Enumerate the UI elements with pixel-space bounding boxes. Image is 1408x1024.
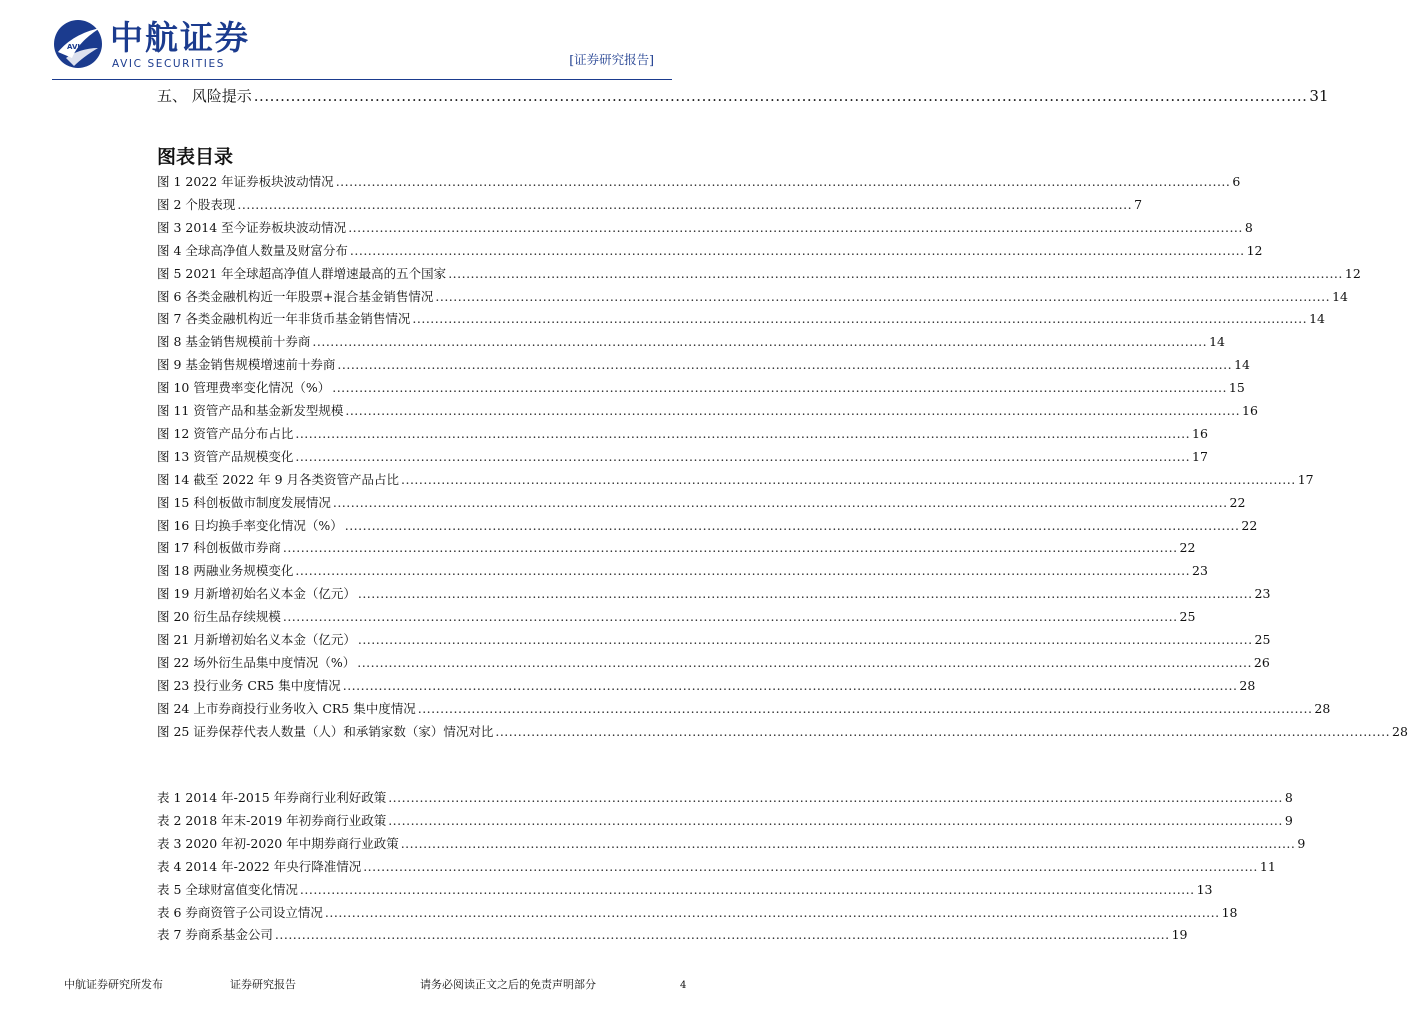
toc-leader-dots: ........................................................................................................................................................................................................ <box>363 858 1258 874</box>
toc-entry-page: 12 <box>1246 242 1263 258</box>
toc-leader-dots: ........................................................................................................................................................................................................ <box>337 357 1233 373</box>
toc-entry-page: 14 <box>1332 288 1348 304</box>
toc-entry[interactable] <box>157 172 1241 192</box>
toc-entry-page: 14 <box>1309 311 1325 327</box>
toc-entry-label: 图 10 管理费率变化情况（%） <box>157 380 331 396</box>
toc-leader-dots: ........................................................................................................................................................................................................ <box>435 288 1331 304</box>
toc-entry[interactable] <box>157 857 1276 877</box>
toc-entry[interactable] <box>157 811 1293 831</box>
toc-leader-dots: ........................................................................................................................................................................................................ <box>400 835 1296 851</box>
toc-entry-page: 17 <box>1297 471 1314 487</box>
toc-entry-label: 表 7 券商系基金公司 <box>157 927 273 943</box>
toc-entry-label: 图 23 投行业务 CR5 集中度情况 <box>157 677 341 693</box>
toc-entry[interactable] <box>157 516 1258 536</box>
toc-entry-label: 图 22 场外衍生品集中度情况（%） <box>157 654 356 670</box>
toc-entry-label: 图 20 衍生品存续规模 <box>157 609 281 625</box>
avic-logo-icon <box>52 18 104 70</box>
page-footer <box>0 968 724 998</box>
toc-entry-page: 26 <box>1253 654 1270 670</box>
toc-entry-label: 图 12 资管产品分布占比 <box>157 425 294 441</box>
toc-entry[interactable] <box>157 925 1188 945</box>
toc-entry[interactable] <box>157 241 1263 261</box>
toc-entry-label: 五、 风险提示 <box>157 87 252 105</box>
toc-entry-label: 图 21 月新增初始名义本金（亿元） <box>157 632 356 647</box>
toc-leader-dots: ........................................................................................................................................................................................................ <box>299 881 1195 897</box>
toc-leader-dots: ........................................................................................................................................................................................................ <box>349 242 1245 258</box>
brand-name-en: AVIC SECURITIES <box>112 58 225 70</box>
toc-entry-label: 图 25 证券保荐代表人数量（人）和承销家数（家）情况对比 <box>157 723 494 739</box>
toc-entry[interactable] <box>157 424 1208 444</box>
toc-leader-dots: ........................................................................................................................................................................................................ <box>348 219 1243 235</box>
toc-entry-label: 图 6 各类金融机构近一年股票+混合基金销售情况 <box>157 288 434 304</box>
footer-page-number: 4 <box>680 980 687 991</box>
toc-leader-dots: ........................................................................................................................................................................................................ <box>332 380 1227 396</box>
toc-entry-label: 图 4 全球高净值人数量及财富分布 <box>157 242 348 258</box>
toc-entry[interactable] <box>157 493 1246 513</box>
toc-entry[interactable] <box>157 470 1314 490</box>
toc-entry-label: 图 2 个股表现 <box>157 196 236 212</box>
toc-entry-label: 图 13 资管产品规模变化 <box>157 448 294 464</box>
toc-entry-page: 16 <box>1192 425 1208 441</box>
header-divider <box>52 79 672 80</box>
toc-entry[interactable] <box>157 584 1271 604</box>
toc-leader-dots: ........................................................................................................................................................................................................ <box>295 563 1191 579</box>
toc-leader-dots: ........................................................................................................................................................................................................ <box>253 87 1308 105</box>
toc-leader-dots: ........................................................................................................................................................................................................ <box>332 494 1228 510</box>
toc-entry[interactable] <box>157 195 1143 215</box>
toc-entry-page: 25 <box>1179 609 1196 625</box>
toc-entry-page: 17 <box>1192 448 1208 464</box>
toc-entry-label: 图 5 2021 年全球超高净值人群增速最高的五个国家 <box>157 265 447 281</box>
toc-entry[interactable] <box>157 834 1306 854</box>
toc-entry[interactable] <box>157 880 1213 900</box>
toc-entry-page: 18 <box>1221 904 1238 920</box>
brand-name-cn: 中航证券 <box>110 18 250 57</box>
toc-entry-label: 图 1 2022 年证券板块波动情况 <box>157 174 334 189</box>
toc-entry-label: 图 19 月新增初始名义本金（亿元） <box>157 586 356 602</box>
toc-leader-dots: ........................................................................................................................................................................................................ <box>357 632 1253 647</box>
toc-leader-dots: ........................................................................................................................................................................................................ <box>342 677 1238 693</box>
toc-entry-page: 22 <box>1241 517 1258 533</box>
toc-entry-label: 表 6 券商资管子公司设立情况 <box>157 904 323 920</box>
toc-leader-dots: ........................................................................................................................................................................................................ <box>312 334 1208 350</box>
toc-entry-label: 图 11 资管产品和基金新发型规模 <box>157 403 344 418</box>
toc-entry-page: 6 <box>1232 174 1241 189</box>
toc-leader-dots: ........................................................................................................................................................................................................ <box>401 471 1296 487</box>
toc-leader-dots: ........................................................................................................................................................................................................ <box>282 540 1178 556</box>
toc-entry-label: 图 17 科创板做市券商 <box>157 540 281 556</box>
toc-entry-page: 15 <box>1228 380 1245 396</box>
toc-entry-label: 表 4 2014 年-2022 年央行降准情况 <box>157 858 362 874</box>
toc-entry-page: 8 <box>1244 219 1253 235</box>
toc-entry[interactable] <box>157 355 1250 375</box>
toc-entry[interactable] <box>157 538 1196 558</box>
toc-entry-page: 12 <box>1344 265 1361 281</box>
toc-entry-page: 19 <box>1171 927 1188 943</box>
toc-leader-dots: ........................................................................................................................................................................................................ <box>345 403 1241 418</box>
toc-leader-dots: ........................................................................................................................................................................................................ <box>357 654 1252 670</box>
footer-doc-type: 证券研究报告 <box>230 978 296 991</box>
toc-entry-page: 9 <box>1297 835 1306 851</box>
toc-entry[interactable] <box>157 401 1258 421</box>
toc-leader-dots: ........................................................................................................................................................................................................ <box>282 609 1178 625</box>
toc-entry[interactable] <box>157 447 1208 467</box>
toc-entry[interactable] <box>157 378 1245 398</box>
toc-leader-dots: ........................................................................................................................................................................................................ <box>324 904 1220 920</box>
toc-entry-label: 表 2 2018 年末-2019 年初券商行业政策 <box>157 812 387 828</box>
toc-entry-label: 图 15 科创板做市制度发展情况 <box>157 494 331 510</box>
logo-small-text: AVIC <box>67 43 86 51</box>
toc-entry[interactable] <box>157 676 1256 696</box>
toc-entry[interactable] <box>157 788 1293 808</box>
toc-entry-page: 28 <box>1314 700 1331 716</box>
toc-entry-label: 图 8 基金销售规模前十券商 <box>157 334 311 350</box>
toc-entry-label: 图 18 两融业务规模变化 <box>157 563 294 579</box>
toc-entry-label: 图 3 2014 至今证券板块波动情况 <box>157 219 347 235</box>
toc-entry-label: 表 3 2020 年初-2020 年中期券商行业政策 <box>157 835 399 851</box>
toc-leader-dots: ........................................................................................................................................................................................................ <box>344 517 1240 533</box>
footer-disclaimer: 请务必阅读正文之后的免责声明部分 <box>420 978 596 991</box>
toc-leader-dots: ........................................................................................................................................................................................................ <box>237 196 1133 212</box>
toc-entry-page: 8 <box>1284 790 1293 805</box>
toc-entry-label: 图 9 基金销售规模增速前十券商 <box>157 357 336 373</box>
toc-entry-page: 11 <box>1259 858 1276 874</box>
figures-list-title: 图表目录 <box>157 146 234 168</box>
toc-entry-page: 16 <box>1242 403 1258 418</box>
footer-publisher: 中航证券研究所发布 <box>64 978 163 991</box>
toc-entry[interactable] <box>157 287 1348 307</box>
toc-entry-label: 图 16 日均换手率变化情况（%） <box>157 517 343 533</box>
toc-entry-page: 23 <box>1254 586 1271 602</box>
toc-entry-label: 图 14 截至 2022 年 9 月各类资管产品占比 <box>157 471 400 487</box>
toc-entry-page: 25 <box>1254 632 1271 647</box>
toc-entry[interactable] <box>157 722 1408 742</box>
toc-entry-page: 7 <box>1134 196 1143 212</box>
toc-entry[interactable] <box>157 561 1208 581</box>
toc-entry-page: 28 <box>1239 677 1256 693</box>
page-header <box>0 0 724 86</box>
toc-leader-dots: ........................................................................................................................................................................................................ <box>357 586 1253 602</box>
toc-entry-label: 表 5 全球财富值变化情况 <box>157 881 298 897</box>
toc-leader-dots: ........................................................................................................................................................................................................ <box>274 927 1170 943</box>
toc-entry[interactable] <box>157 903 1238 923</box>
toc-entry-section-5[interactable] <box>157 86 1329 106</box>
toc-leader-dots: ........................................................................................................................................................................................................ <box>495 723 1391 739</box>
toc-entry-page: 13 <box>1196 881 1213 897</box>
toc-leader-dots: ........................................................................................................................................................................................................ <box>412 311 1308 327</box>
toc-entry[interactable] <box>157 309 1325 329</box>
toc-entry[interactable] <box>157 332 1225 352</box>
toc-entry[interactable] <box>157 218 1253 238</box>
toc-leader-dots: ........................................................................................................................................................................................................ <box>417 700 1313 716</box>
toc-entry-page: 14 <box>1209 334 1225 350</box>
toc-entry-label: 图 7 各类金融机构近一年非货币基金销售情况 <box>157 311 411 327</box>
toc-leader-dots: ........................................................................................................................................................................................................ <box>388 790 1283 805</box>
toc-leader-dots: ........................................................................................................................................................................................................ <box>335 174 1231 189</box>
toc-entry-page: 28 <box>1392 723 1408 739</box>
toc-leader-dots: ........................................................................................................................................................................................................ <box>295 425 1191 441</box>
toc-entry-page: 22 <box>1229 494 1246 510</box>
toc-entry-page: 9 <box>1284 812 1293 828</box>
report-type-tag: [证券研究报告] <box>569 52 654 67</box>
toc-entry[interactable] <box>157 264 1361 284</box>
toc-entry-label: 图 24 上市券商投行业务收入 CR5 集中度情况 <box>157 700 416 716</box>
toc-leader-dots: ........................................................................................................................................................................................................ <box>448 265 1343 281</box>
toc-entry-page: 23 <box>1192 563 1208 579</box>
toc-entry[interactable] <box>157 630 1271 650</box>
toc-entry-label: 表 1 2014 年-2015 年券商行业利好政策 <box>157 790 387 805</box>
toc-leader-dots: ........................................................................................................................................................................................................ <box>388 812 1283 828</box>
toc-leader-dots: ........................................................................................................................................................................................................ <box>295 448 1191 464</box>
toc-entry-page: 31 <box>1309 87 1329 105</box>
toc-entry[interactable] <box>157 653 1270 673</box>
toc-entry-page: 14 <box>1234 357 1250 373</box>
toc-entry[interactable] <box>157 699 1331 719</box>
toc-entry-page: 22 <box>1179 540 1196 556</box>
toc-entry[interactable] <box>157 607 1196 627</box>
